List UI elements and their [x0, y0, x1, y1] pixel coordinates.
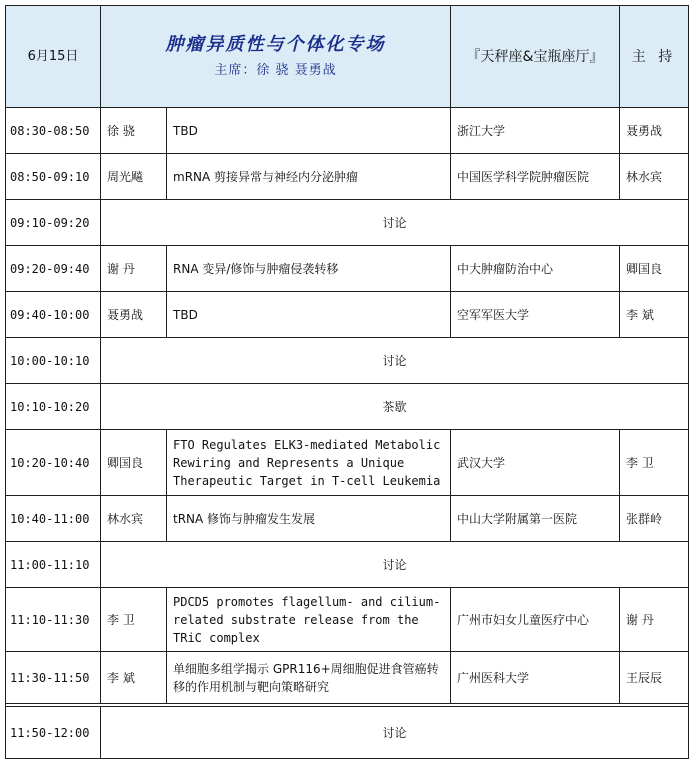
host-cell: 李 斌: [620, 292, 689, 338]
session-title-cell: [101, 6, 451, 108]
table-row: [6, 154, 689, 200]
host-cell: 卿国良: [620, 246, 689, 292]
time-cell: 09:20-09:40: [6, 246, 101, 292]
topic-cell: TBD: [167, 292, 451, 338]
break-note-cell: 讨论: [101, 542, 689, 588]
time-cell: 10:20-10:40: [6, 430, 101, 496]
time-cell: 08:30-08:50: [6, 108, 101, 154]
table-row: [6, 292, 689, 338]
host-cell: 谢 丹: [620, 588, 689, 652]
break-note-cell: 讨论: [101, 707, 689, 759]
session-title: 肿瘤异质性与个体化专场: [165, 33, 386, 55]
host-column-header: 主 持: [620, 6, 689, 108]
organization-cell: 中国医学科学院肿瘤医院: [451, 154, 620, 200]
table-row: [6, 200, 689, 246]
speaker-cell: 李 斌: [101, 652, 167, 704]
organization-cell: 广州市妇女儿童医疗中心: [451, 588, 620, 652]
time-cell: 09:40-10:00: [6, 292, 101, 338]
table-row: [6, 707, 689, 759]
topic-cell: FTO Regulates ELK3-mediated Metabolic Rewiring and Represents a Unique Therapeutic Target in T-cell Leukemia: [167, 430, 451, 496]
organization-cell: 中大肿瘤防治中心: [451, 246, 620, 292]
table-row: [6, 430, 689, 496]
host-cell: 王辰辰: [620, 652, 689, 704]
table-row: [6, 246, 689, 292]
table-row: [6, 108, 689, 154]
session-venue: 『天秤座&宝瓶座厅』: [451, 6, 620, 108]
host-cell: 聂勇战: [620, 108, 689, 154]
table-row: [6, 338, 689, 384]
topic-cell: TBD: [167, 108, 451, 154]
table-row: [6, 542, 689, 588]
topic-cell: RNA 变异/修饰与肿瘤侵袭转移: [167, 246, 451, 292]
session-chair: 主席：徐 骁 聂勇战: [214, 62, 337, 78]
break-note-cell: 讨论: [101, 200, 689, 246]
speaker-cell: 林水宾: [101, 496, 167, 542]
schedule-table: [5, 5, 689, 759]
time-cell: 10:40-11:00: [6, 496, 101, 542]
speaker-cell: 徐 骁: [101, 108, 167, 154]
organization-cell: 广州医科大学: [451, 652, 620, 704]
break-note-cell: 讨论: [101, 338, 689, 384]
header-row: [6, 6, 689, 108]
time-cell: 08:50-09:10: [6, 154, 101, 200]
host-cell: 李 卫: [620, 430, 689, 496]
table-row: [6, 384, 689, 430]
host-cell: 张群岭: [620, 496, 689, 542]
topic-cell: tRNA 修饰与肿瘤发生发展: [167, 496, 451, 542]
table-row: [6, 652, 689, 704]
time-cell: 11:00-11:10: [6, 542, 101, 588]
time-cell: 10:10-10:20: [6, 384, 101, 430]
organization-cell: 空军军医大学: [451, 292, 620, 338]
time-cell: 10:00-10:10: [6, 338, 101, 384]
host-cell: 林水宾: [620, 154, 689, 200]
speaker-cell: 周光飚: [101, 154, 167, 200]
table-row: [6, 496, 689, 542]
speaker-cell: 聂勇战: [101, 292, 167, 338]
time-cell: 11:30-11:50: [6, 652, 101, 704]
time-cell: 11:10-11:30: [6, 588, 101, 652]
break-note-cell: 茶歇: [101, 384, 689, 430]
speaker-cell: 谢 丹: [101, 246, 167, 292]
session-date: 6月15日: [6, 6, 101, 108]
table-row: [6, 588, 689, 652]
topic-cell: PDCD5 promotes flagellum- and cilium-related substrate release from the TRiC complex: [167, 588, 451, 652]
time-cell: 09:10-09:20: [6, 200, 101, 246]
organization-cell: 中山大学附属第一医院: [451, 496, 620, 542]
topic-cell: mRNA 剪接异常与神经内分泌肿瘤: [167, 154, 451, 200]
organization-cell: 武汉大学: [451, 430, 620, 496]
organization-cell: 浙江大学: [451, 108, 620, 154]
topic-cell: 单细胞多组学揭示 GPR116+周细胞促进食管癌转移的作用机制与靶向策略研究: [167, 652, 451, 704]
speaker-cell: 李 卫: [101, 588, 167, 652]
speaker-cell: 卿国良: [101, 430, 167, 496]
time-cell: 11:50-12:00: [6, 707, 101, 759]
